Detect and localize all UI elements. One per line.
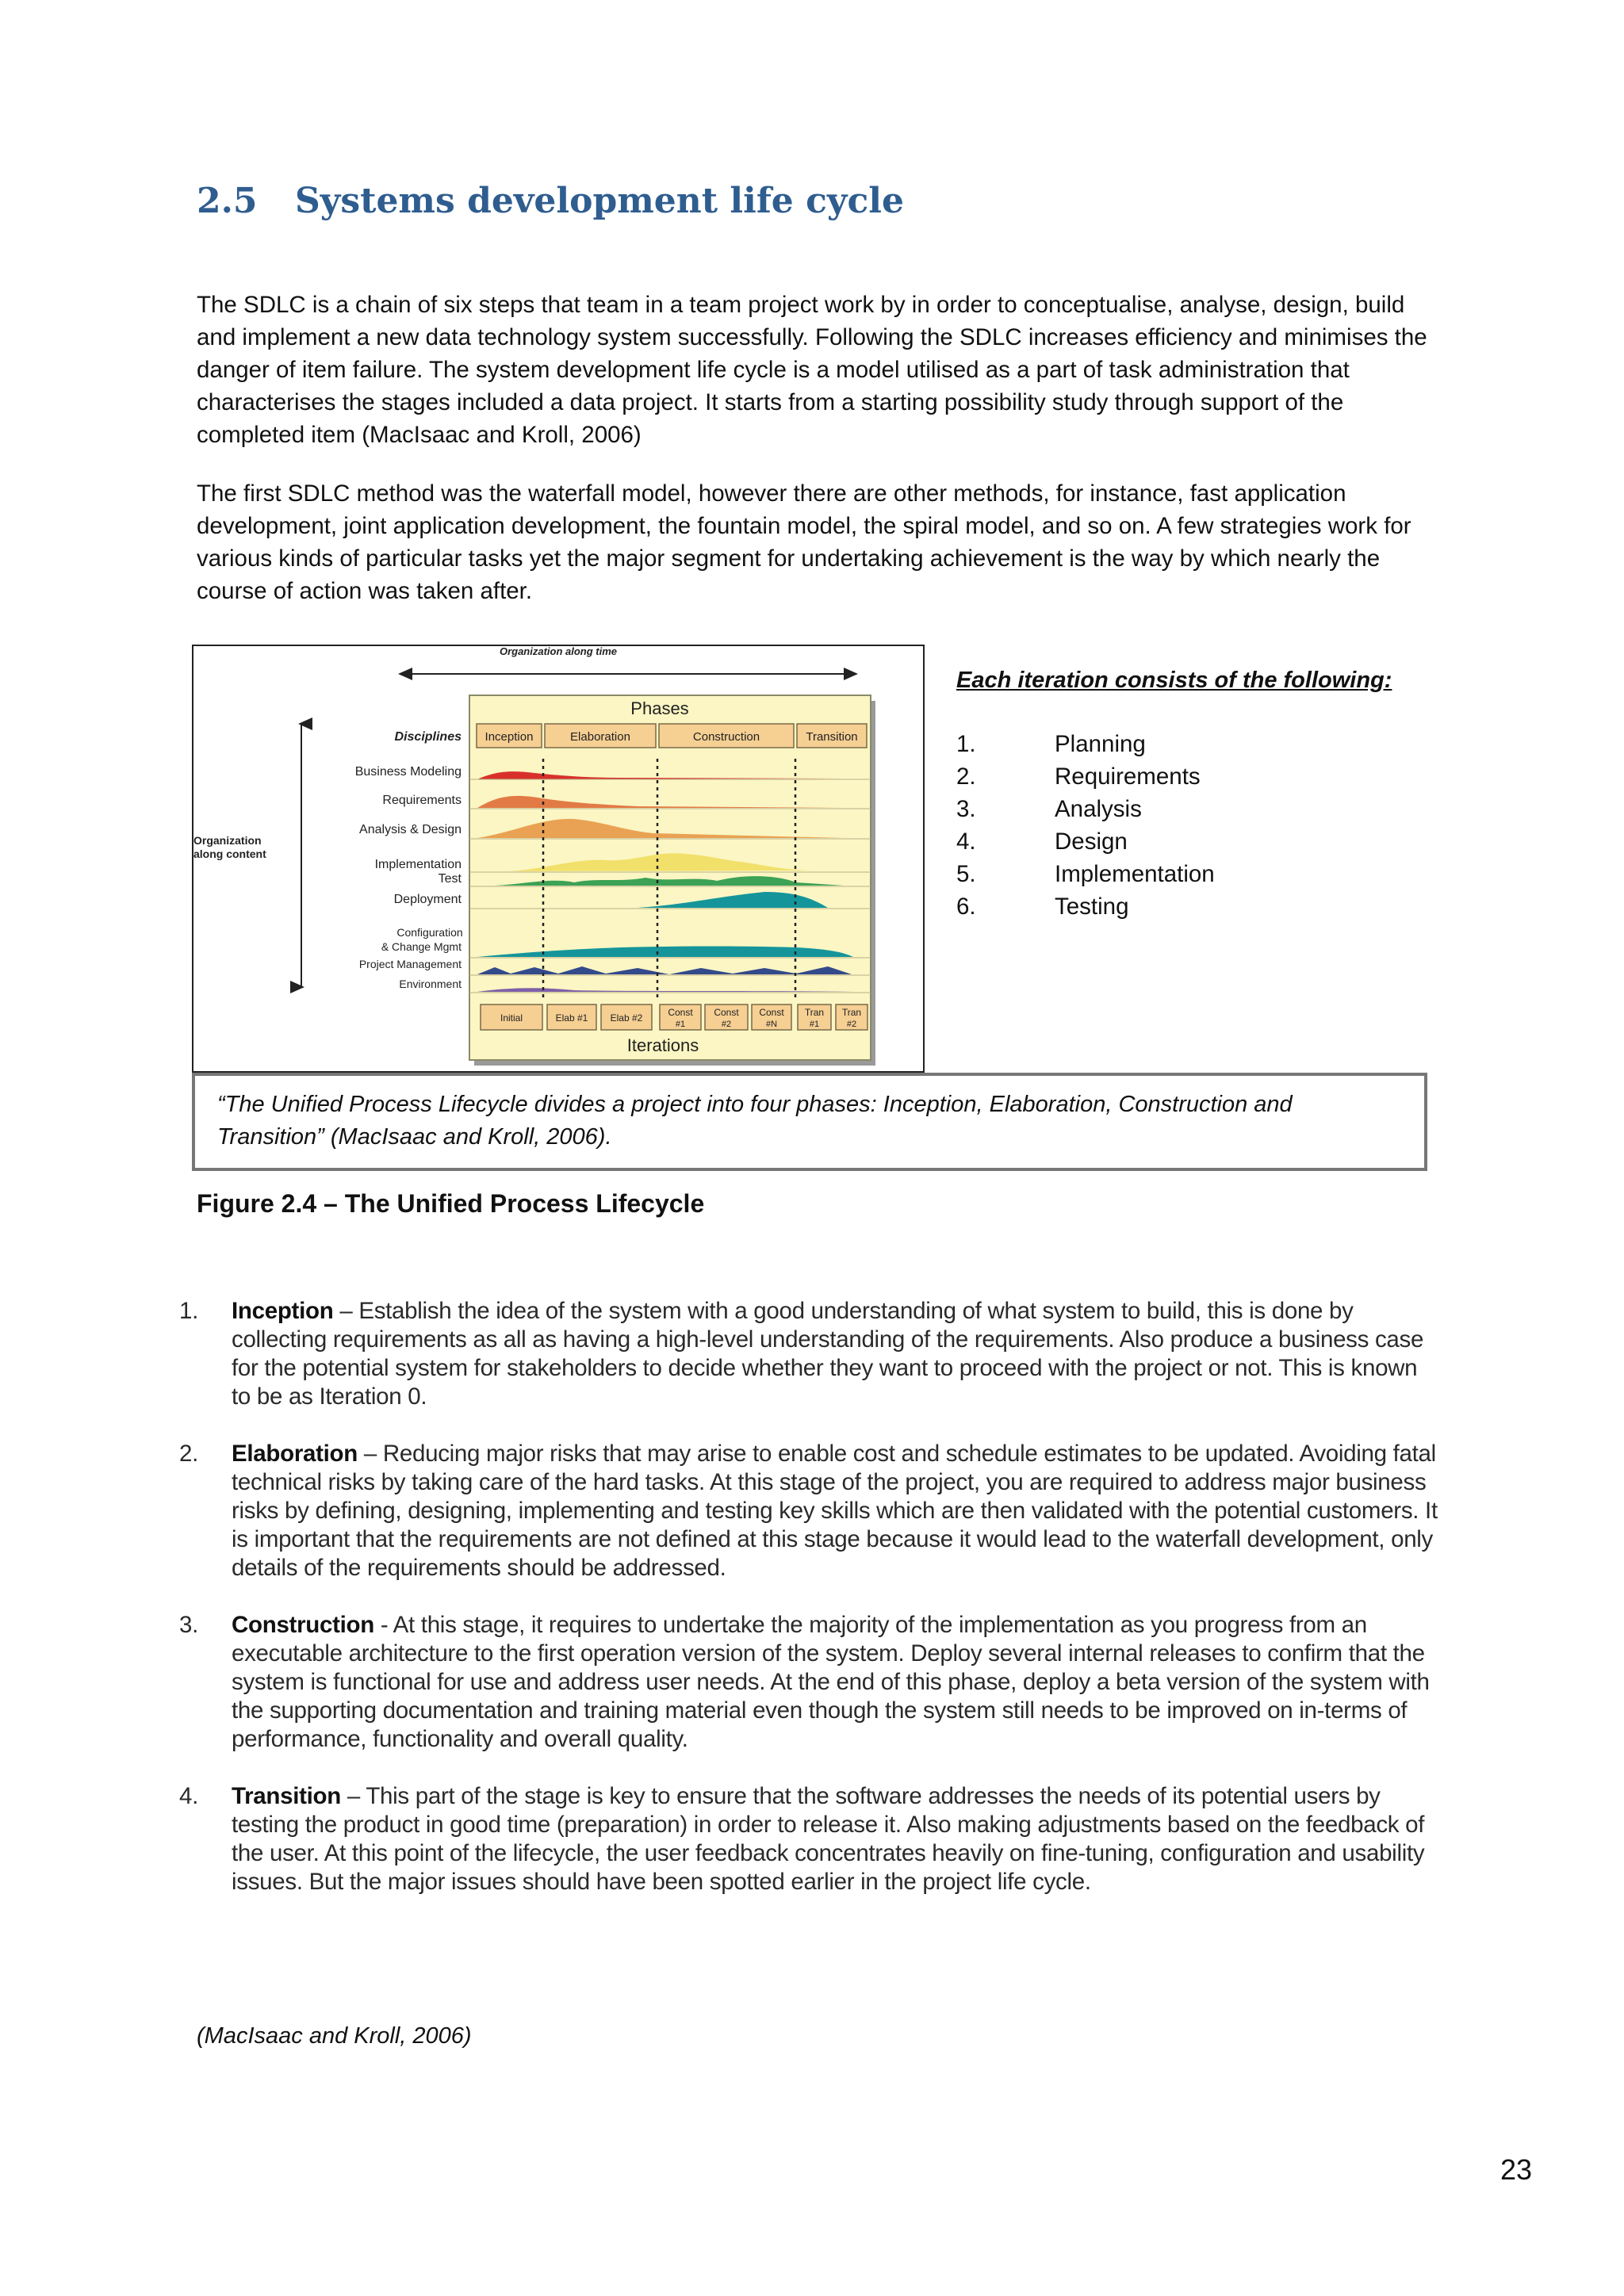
svg-text:Tran: Tran (804, 1007, 825, 1018)
figure-caption-text: “The Unified Process Lifecycle divides a project into four phases: Inception, Elaboration, Construction and Transition” (MacIsaac and Kroll, 2006). (217, 1092, 1293, 1150)
iteration-tran-2 (836, 1004, 868, 1030)
list-item: 6. Testing (956, 894, 1129, 920)
list-item: 4. Transition – This part of the stage is key to ensure that the software addresses the needs of its potential users by testing the product in good time (preparation) in order to release it. Also making adjustments based on the feedback of the user. At this point of the lifecycle, the user feedback concentrates heavily on fine-tuning, configuration and usability issues. But the major issues should have been spotted earlier in the project life cycle. (179, 1783, 1425, 1895)
svg-text:Const: Const (668, 1007, 693, 1018)
iteration-elab-1 (547, 1004, 596, 1030)
svg-text:Const: Const (714, 1007, 739, 1018)
phase-header-inception (477, 724, 542, 748)
svg-text:Const: Const (759, 1007, 784, 1018)
phase-descriptions-list (179, 1297, 1440, 1925)
phase-header-construction (659, 724, 794, 748)
iteration-const-n (752, 1004, 791, 1030)
section-title: Systems development life cycle (295, 181, 904, 221)
iteration-boxes (481, 1004, 868, 1030)
section-heading (197, 181, 904, 221)
svg-text:#1: #1 (675, 1020, 686, 1029)
list-item: 3. Analysis (956, 796, 1142, 822)
iteration-list-title: Each iteration consists of the following: (956, 668, 1392, 693)
side-axis-label-2: along content (193, 848, 266, 860)
iteration-elab-2 (601, 1004, 652, 1030)
list-item: 2. Requirements (956, 763, 1201, 790)
phase-label-construction: Construction (692, 730, 760, 744)
phases-title: Phases (630, 698, 689, 718)
phase-label-inception: Inception (485, 730, 534, 744)
svg-text:#1: #1 (809, 1020, 820, 1029)
discipline-deployment: Deployment (393, 893, 462, 906)
svg-text:Elab #1: Elab #1 (555, 1012, 588, 1024)
iterations-title: Iterations (626, 1035, 699, 1055)
svg-text:Tran: Tran (841, 1007, 862, 1018)
iteration-steps-list (956, 728, 1215, 923)
phase-label-transition: Transition (806, 730, 858, 744)
phase-header-elaboration (545, 724, 656, 748)
discipline-business-modeling: Business Modeling (354, 765, 462, 779)
phase-label-elaboration: Elaboration (570, 730, 630, 744)
citation: (MacIsaac and Kroll, 2006) (197, 2023, 472, 2049)
svg-text:Initial: Initial (500, 1012, 523, 1024)
list-item: 1. Inception – Establish the idea of the system with a good understanding of what system to build, this is done by collecting requirements as all as having a high-level understanding of the requirements. Also produce a business case for the potential system for stakeholders to decide whether they want to proceed with the project or not. This is known to be as Iteration 0. (179, 1298, 1424, 1410)
iteration-initial (481, 1004, 542, 1030)
discipline-analysis-design: Analysis & Design (359, 823, 462, 836)
discipline-change-mgmt: & Change Mgmt (381, 940, 462, 953)
iteration-const-1 (660, 1004, 701, 1030)
section-number: 2.5 (197, 181, 258, 221)
discipline-project-management: Project Management (358, 958, 462, 970)
top-axis-label: Organization along time (499, 646, 618, 657)
svg-text:Elab #2: Elab #2 (610, 1012, 643, 1024)
phase-header-transition (797, 724, 867, 748)
discipline-requirements: Requirements (382, 794, 462, 807)
list-item: 1. Planning (956, 731, 1146, 757)
iteration-tran-1 (798, 1004, 831, 1030)
list-item: 5. Implementation (956, 861, 1215, 887)
discipline-environment: Environment (399, 978, 462, 990)
figure-caption-box (192, 1073, 1427, 1171)
list-item: 4. Design (956, 828, 1128, 855)
discipline-implementation: Implementation (374, 858, 462, 871)
unified-process-diagram (193, 646, 923, 1071)
list-item: 3. Construction - At this stage, it requires to undertake the majority of the implementation as you progress from an executable architecture to the first operation version of the system. Deploy several internal releases to confirm that the system is functional for use and address user needs. At the end of this phase, deploy a beta version of the system with the supporting documentation and training material even though the system still needs to be improved on in-terms of performance, functionality and overall quality. (179, 1612, 1430, 1752)
disciplines-header: Disciplines (394, 730, 462, 744)
page-number: 23 (1500, 2153, 1533, 2186)
svg-text:#2: #2 (721, 1020, 732, 1029)
discipline-test: Test (438, 872, 462, 886)
list-item: 2. Elaboration – Reducing major risks that may arise to enable cost and schedule estimates to be updated. Avoiding fatal technical risks by taking care of the hard tasks. At this stage of the project, you are required to address major business risks by defining, designing, implementing and testing key skills which are then validated with the potential customers. It is important that the requirements are not defined at this stage because it would lead to the waterfall development, only details of the requirements should be addressed. (179, 1441, 1438, 1581)
figure-title: Figure 2.4 – The Unified Process Lifecycle (197, 1189, 705, 1218)
svg-text:#N: #N (765, 1020, 778, 1029)
paragraph-sdlc-intro: The SDLC is a chain of six steps that team in a team project work by in order to conceptualise, analyse, design, build and implement a new data technology system successfully. Following the SDLC increases efficiency and minimises the danger of item failure. The system development life cycle is a model utilised as a part of task administration that characterises the stages included a data project. It starts from a starting possibility study through support of the completed item (MacIsaac and Kroll, 2006) (197, 292, 1427, 448)
svg-text:#2: #2 (846, 1020, 857, 1029)
paragraph-sdlc-methods: The first SDLC method was the waterfall model, however there are other methods, for instance, fast application development, joint application development, the fountain model, the spiral model, and so on. A few strategies work for various kinds of particular tasks yet the major segment for undertaking achievement is the way by which nearly the course of action was taken after. (197, 480, 1411, 604)
side-axis-label-1: Organization (193, 834, 262, 847)
figure-diagram-frame (192, 645, 925, 1073)
iteration-const-2 (705, 1004, 748, 1030)
discipline-configuration: Configuration (396, 926, 463, 939)
